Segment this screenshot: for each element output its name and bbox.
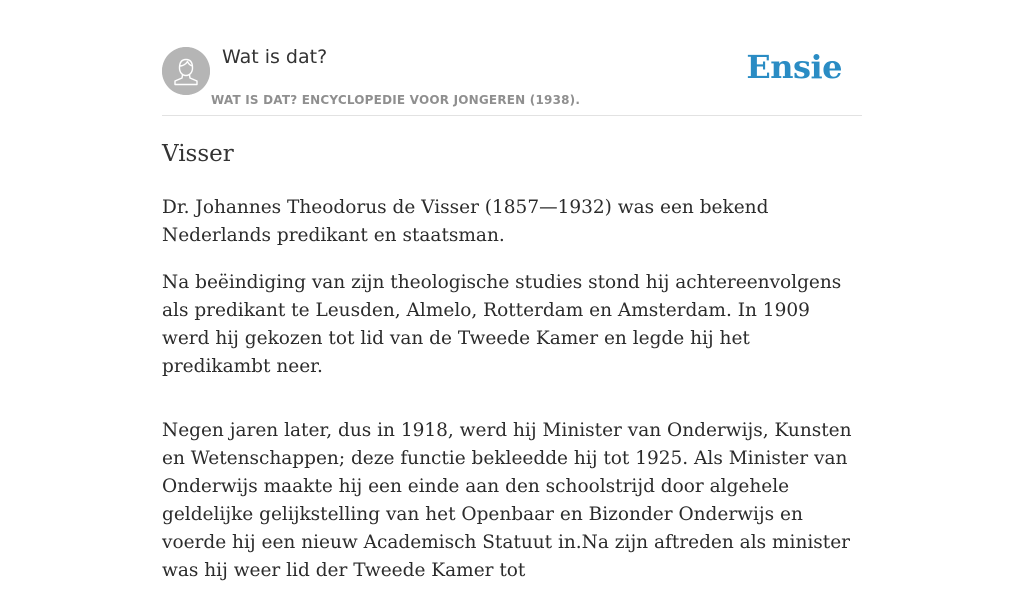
- article-title: Visser: [162, 141, 234, 167]
- ensie-logo[interactable]: Ensie: [746, 48, 842, 86]
- article-paragraph: Dr. Johannes Theodorus de Visser (1857—1932) was een bekend Nederlands predikant en staatsman.: [162, 197, 769, 246]
- source-header: [162, 0, 862, 116]
- user-avatar-icon: [162, 47, 210, 95]
- source-subtitle: WAT IS DAT? ENCYCLOPEDIE VOOR JONGEREN (1938).: [211, 93, 581, 107]
- article-paragraph: Na beëindiging van zijn theologische studies stond hij achtereenvolgens als predikant te Leusden, Almelo, Rotterdam en Amsterdam. In 1909 werd hij gekozen tot lid van de Tweede Kamer en legde hij het predikambt neer.: [162, 272, 842, 377]
- article-body: [162, 138, 862, 604]
- source-name[interactable]: Wat is dat?: [222, 46, 328, 68]
- avatar[interactable]: [162, 47, 210, 95]
- article-paragraph: Negen jaren later, dus in 1918, werd hij Minister van Onderwijs, Kunsten en Wetenschappen; deze functie bekleedde hij tot 1925. Als Minister van Onderwijs maakte hij een einde aan den schoolstrijd door algehele geldelijke gelijkstelling van het Openbaar en Bizonder Onderwijs en voerde hij een nieuw Academisch Statuut in.Na zijn aftreden als minister was hij weer lid der Tweede Kamer tot: [162, 420, 852, 581]
